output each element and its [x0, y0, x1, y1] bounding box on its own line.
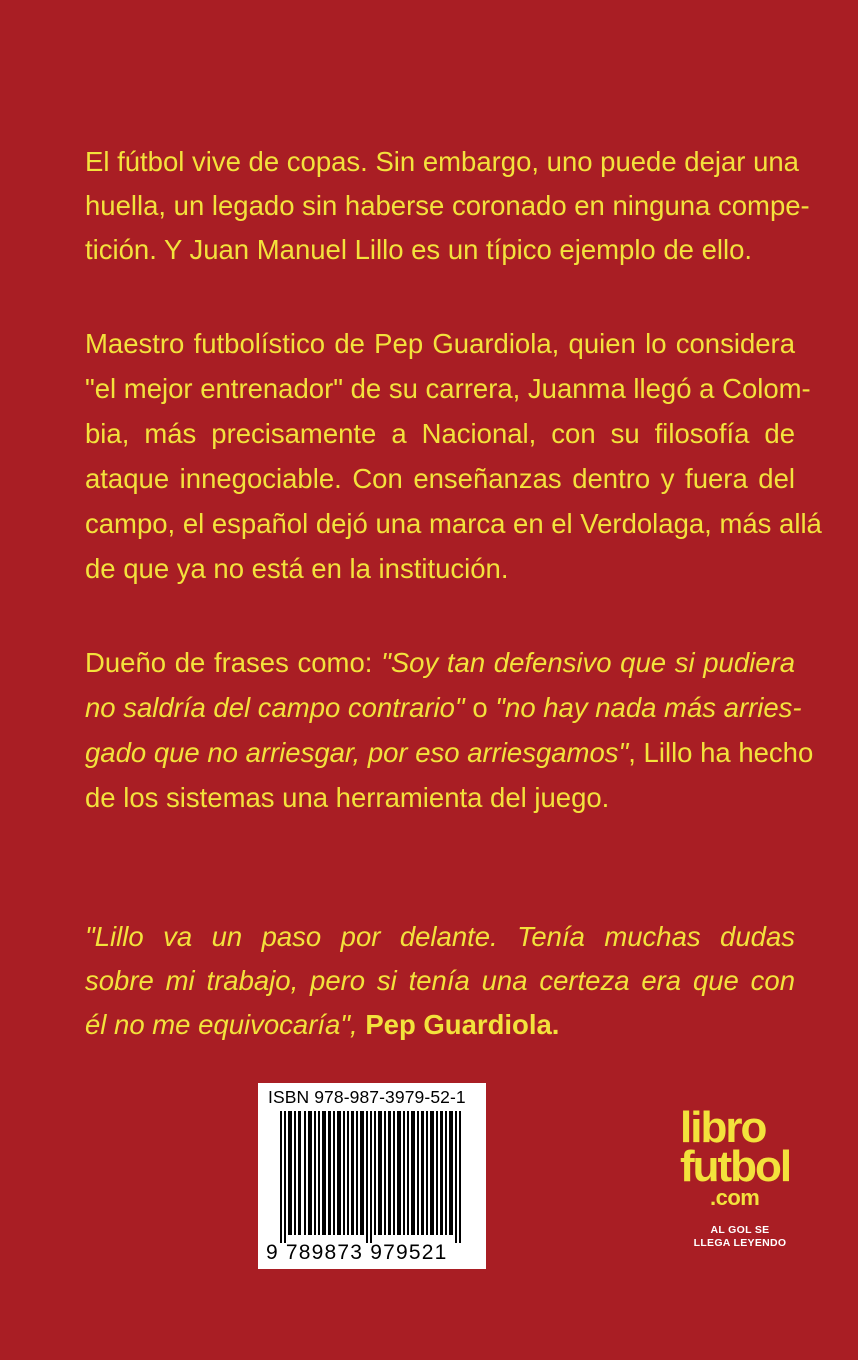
paragraph-2-line-3: bia, más precisamente a Nacional, con su filosofía de [85, 418, 795, 449]
guardiola-quote-line-2: sobre mi trabajo, pero si tenía una certeza era que con [85, 965, 795, 996]
paragraph-1-line-3: tición. Y Juan Manuel Lillo es un típico ejemplo de ello. [85, 234, 753, 265]
paragraph-2-line-5: campo, el español dejó una marca en el Verdolaga, más allá [85, 508, 822, 539]
logo-tagline-line-1: AL GOL SE [710, 1224, 770, 1236]
quote-phrase: "no hay nada más arries- [495, 692, 802, 723]
guardiola-quote-line-3 [85, 1008, 795, 1042]
quote-phrase: gado que no arriesgar, por eso arriesgamos" [85, 737, 629, 768]
quote-phrase: "Soy tan defensivo que si pudiera [381, 647, 795, 678]
guardiola-quote-line-1: "Lillo va un paso por delante. Tenía muchas dudas [85, 921, 795, 952]
isbn-barcode [258, 1083, 486, 1269]
barcode-bars [266, 1111, 478, 1243]
quote-author: Pep Guardiola. [365, 1009, 560, 1040]
paragraph-2-line-2: "el mejor entrenador" de su carrera, Juanma llegó a Colom- [85, 373, 811, 404]
logo-tagline-line-2: LLEGA LEYENDO [693, 1237, 787, 1249]
librofutbol-logo [680, 1103, 810, 1250]
paragraph-1-line-1: El fútbol vive de copas. Sin embargo, uno puede dejar una [85, 146, 799, 177]
paragraph-3-line-3 [85, 736, 814, 770]
logo-com: .com [710, 1185, 760, 1210]
paragraph-3-text: Dueño de frases como: [85, 647, 382, 678]
guardiola-quote-text: él no me equivocaría", [85, 1009, 366, 1040]
logo-libro: libro [680, 1103, 766, 1152]
paragraph-3-text: o [464, 692, 496, 723]
logo-futbol: futbol [680, 1142, 791, 1191]
barcode-digits: 9 789873 979521 [266, 1241, 448, 1264]
paragraph-3-line-1 [85, 646, 795, 680]
logo-tagline [680, 1224, 800, 1250]
paragraph-3-text: , Lillo ha hecho [628, 737, 814, 768]
isbn-label: ISBN 978-987-3979-52-1 [268, 1087, 466, 1107]
quote-phrase: no saldría del campo contrario" [85, 692, 465, 723]
paragraph-2-line-4: ataque innegociable. Con enseñanzas dentro y fuera del [85, 463, 795, 494]
paragraph-1-line-2: huella, un legado sin haberse coronado en ninguna compe- [85, 190, 810, 221]
paragraph-2-line-1: Maestro futbolístico de Pep Guardiola, quien lo considera [85, 328, 795, 359]
paragraph-3-line-4: de los sistemas una herramienta del juego. [85, 782, 610, 813]
paragraph-2-line-6: de que ya no está en la institución. [85, 553, 509, 584]
paragraph-3-line-2 [85, 691, 802, 725]
